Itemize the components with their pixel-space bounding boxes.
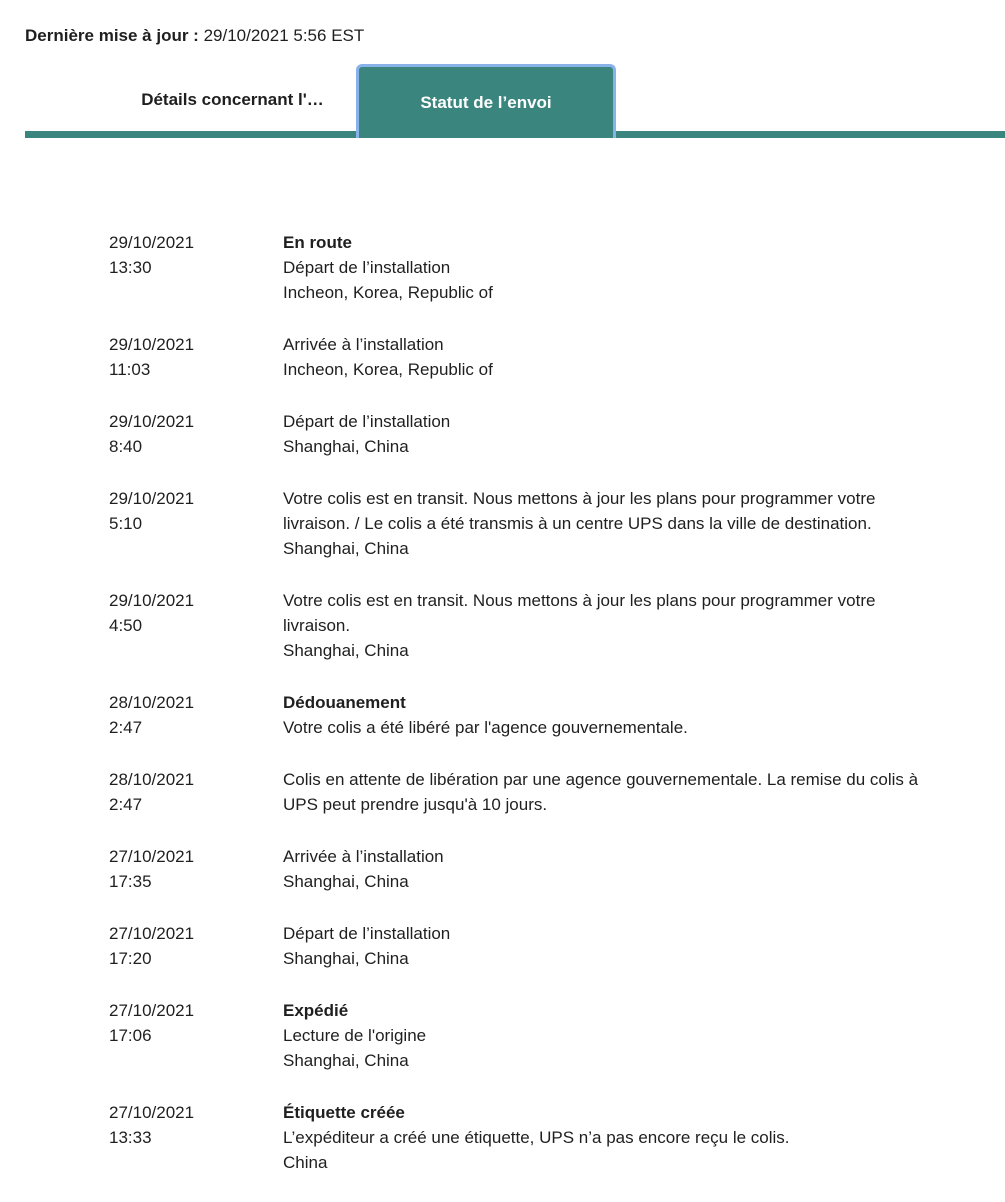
tracking-event	[109, 332, 969, 382]
event-description: Départ de l’installation	[283, 258, 451, 277]
event-status: Dédouanement	[283, 693, 406, 712]
event-description: L’expéditeur a créé une étiquette, UPS n’a pas encore reçu le colis.	[283, 1128, 790, 1147]
event-info	[283, 998, 943, 1073]
event-date: 29/10/2021	[109, 412, 195, 431]
event-location: China	[283, 1153, 328, 1172]
last-update	[25, 25, 364, 47]
event-description: Départ de l’installation	[283, 412, 451, 431]
event-date: 28/10/2021	[109, 770, 195, 789]
event-datetime	[109, 332, 283, 382]
event-location: Incheon, Korea, Republic of	[283, 283, 493, 302]
event-datetime	[109, 998, 283, 1073]
event-location: Shanghai, China	[283, 872, 409, 891]
tracking-event	[109, 1100, 969, 1175]
event-datetime	[109, 1100, 283, 1175]
event-info	[283, 332, 943, 382]
event-time: 2:47	[109, 718, 143, 737]
tab-shipment-details[interactable]: Détails concernant l'…	[115, 66, 350, 134]
tracking-event	[109, 998, 969, 1073]
event-time: 17:20	[109, 949, 152, 968]
event-location: Shanghai, China	[283, 949, 409, 968]
tracking-event	[109, 486, 969, 561]
tracking-event	[109, 844, 969, 894]
event-time: 5:10	[109, 514, 143, 533]
event-description: Arrivée à l’installation	[283, 847, 444, 866]
event-info	[283, 230, 943, 305]
event-datetime	[109, 486, 283, 561]
tracking-event	[109, 690, 969, 740]
event-info	[283, 921, 943, 971]
event-description: Lecture de l'origine	[283, 1026, 427, 1045]
event-date: 29/10/2021	[109, 489, 195, 508]
event-date: 27/10/2021	[109, 1001, 195, 1020]
tracking-event	[109, 588, 969, 663]
last-update-label: Dernière mise à jour :	[25, 26, 199, 45]
event-info	[283, 409, 943, 459]
event-datetime	[109, 921, 283, 971]
event-time: 13:33	[109, 1128, 152, 1147]
tab-bar	[25, 62, 1005, 138]
event-info	[283, 767, 943, 817]
event-location: Shanghai, China	[283, 437, 409, 456]
tracking-event	[109, 409, 969, 459]
event-info	[283, 844, 943, 894]
event-location: Shanghai, China	[283, 641, 409, 660]
event-description: Arrivée à l’installation	[283, 335, 444, 354]
event-datetime	[109, 588, 283, 663]
tracking-event	[109, 921, 969, 971]
event-time: 11:03	[109, 360, 151, 379]
event-info	[283, 690, 943, 740]
event-time: 13:30	[109, 258, 152, 277]
tracking-event	[109, 230, 969, 305]
event-description: Votre colis est en transit. Nous mettons à jour les plans pour programmer votre livraison. / Le colis a été transmis à un centre UPS dans la ville de destination.	[283, 489, 876, 533]
event-date: 29/10/2021	[109, 591, 195, 610]
tracking-event	[109, 767, 969, 817]
event-status: Étiquette créée	[283, 1103, 405, 1122]
event-status: En route	[283, 233, 352, 252]
tracking-events-list	[109, 230, 969, 1202]
event-description: Colis en attente de libération par une agence gouvernementale. La remise du colis à UPS peut prendre jusqu'à 10 jours.	[283, 770, 919, 814]
event-date: 29/10/2021	[109, 233, 195, 252]
event-location: Incheon, Korea, Republic of	[283, 360, 493, 379]
event-date: 29/10/2021	[109, 335, 195, 354]
event-description: Départ de l’installation	[283, 924, 451, 943]
event-time: 8:40	[109, 437, 143, 456]
event-location: Shanghai, China	[283, 1051, 409, 1070]
event-description: Votre colis est en transit. Nous mettons à jour les plans pour programmer votre livraison.	[283, 591, 876, 635]
event-time: 17:35	[109, 872, 152, 891]
event-time: 2:47	[109, 795, 143, 814]
event-date: 27/10/2021	[109, 847, 195, 866]
event-datetime	[109, 409, 283, 459]
event-datetime	[109, 230, 283, 305]
event-location: Shanghai, China	[283, 539, 409, 558]
event-time: 4:50	[109, 616, 143, 635]
event-description: Votre colis a été libéré par l'agence gouvernementale.	[283, 718, 688, 737]
event-datetime	[109, 767, 283, 817]
last-update-value: 29/10/2021 5:56 EST	[203, 26, 365, 45]
event-datetime	[109, 844, 283, 894]
event-date: 28/10/2021	[109, 693, 195, 712]
event-info	[283, 1100, 943, 1175]
event-date: 27/10/2021	[109, 1103, 195, 1122]
event-datetime	[109, 690, 283, 740]
event-info	[283, 486, 943, 561]
event-info	[283, 588, 943, 663]
event-status: Expédié	[283, 1001, 349, 1020]
tab-shipment-status[interactable]: Statut de l’envoi	[356, 64, 616, 138]
event-time: 17:06	[109, 1026, 152, 1045]
event-date: 27/10/2021	[109, 924, 195, 943]
